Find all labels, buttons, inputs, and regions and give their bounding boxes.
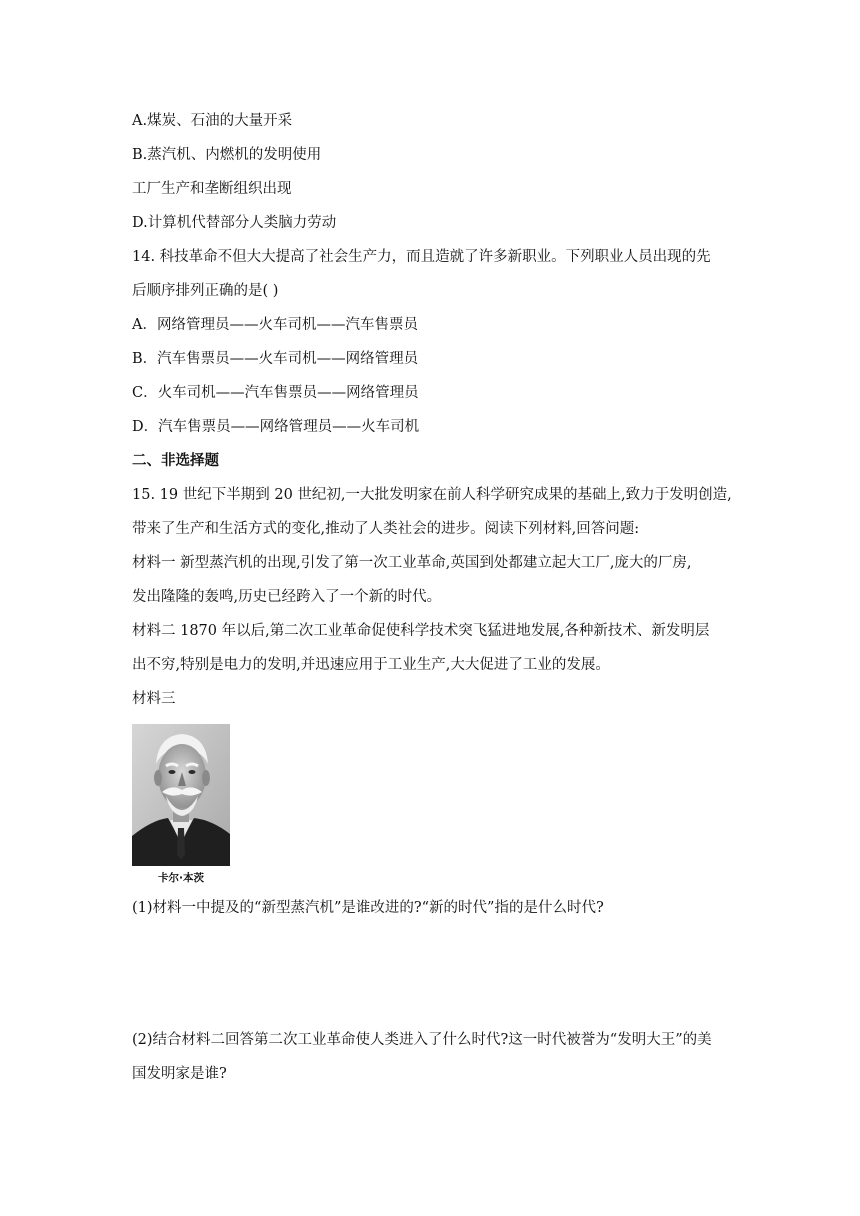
question-15-intro-line-2: 带来了生产和生活方式的变化,推动了人类社会的进步。阅读下列材料,回答问题:	[132, 521, 640, 537]
question-14-option-d: D．汽车售票员——网络管理员——火车司机	[132, 419, 420, 435]
sub-question-2-line-2: 国发明家是谁?	[132, 1066, 227, 1082]
question-15-intro-line-1: 15. 19 世纪下半期到 20 世纪初,一大批发明家在前人科学研究成果的基础上,致力于发明创造,	[132, 487, 732, 503]
sub-question-1: (1)材料一中提及的“新型蒸汽机”是谁改进的?“新的时代”指的是什么时代?	[132, 900, 604, 916]
material-3-label: 材料三	[132, 691, 176, 707]
section-title: 二、非选择题	[132, 452, 219, 469]
question-14-line-2: 后顺序排列正确的是( )	[132, 283, 279, 299]
material-2-line-1: 材料二 1870 年以后,第二次工业革命促使科学技术突飞猛进地发展,各种新技术、新发明层	[132, 623, 710, 639]
sub-question-2-line-1: (2)结合材料二回答第二次工业革命使人类进入了什么时代?这一时代被誉为“发明大王”的美	[132, 1032, 712, 1048]
material-2-line-2: 出不穷,特别是电力的发明,并迅速应用于工业生产,大大促进了工业的发展。	[132, 657, 610, 673]
option-d-prev: D.计算机代替部分人类脑力劳动	[132, 215, 337, 231]
question-14-option-a: A．网络管理员——火车司机——汽车售票员	[132, 317, 418, 333]
option-b-prev: B.蒸汽机、内燃机的发明使用	[132, 147, 322, 163]
question-14-option-b: B．汽车售票员——火车司机——网络管理员	[132, 351, 419, 367]
option-c-prev: 工厂生产和垄断组织出现	[132, 181, 292, 197]
material-1-line-1: 材料一 新型蒸汽机的出现,引发了第一次工业革命,英国到处都建立起大工厂,庞大的厂房,	[132, 555, 692, 571]
portrait-photo	[132, 724, 230, 866]
photo-caption: 卡尔·本茨	[158, 872, 204, 884]
material-1-line-2: 发出隆隆的轰鸣,历史已经跨入了一个新的时代。	[132, 589, 442, 605]
option-a-prev: A.煤炭、石油的大量开采	[132, 113, 293, 129]
question-14-line-1: 14. 科技革命不但大大提高了社会生产力，而且造就了许多新职业。下列职业人员出现的先	[132, 249, 711, 265]
question-14-option-c: C．火车司机——汽车售票员——网络管理员	[132, 385, 419, 401]
